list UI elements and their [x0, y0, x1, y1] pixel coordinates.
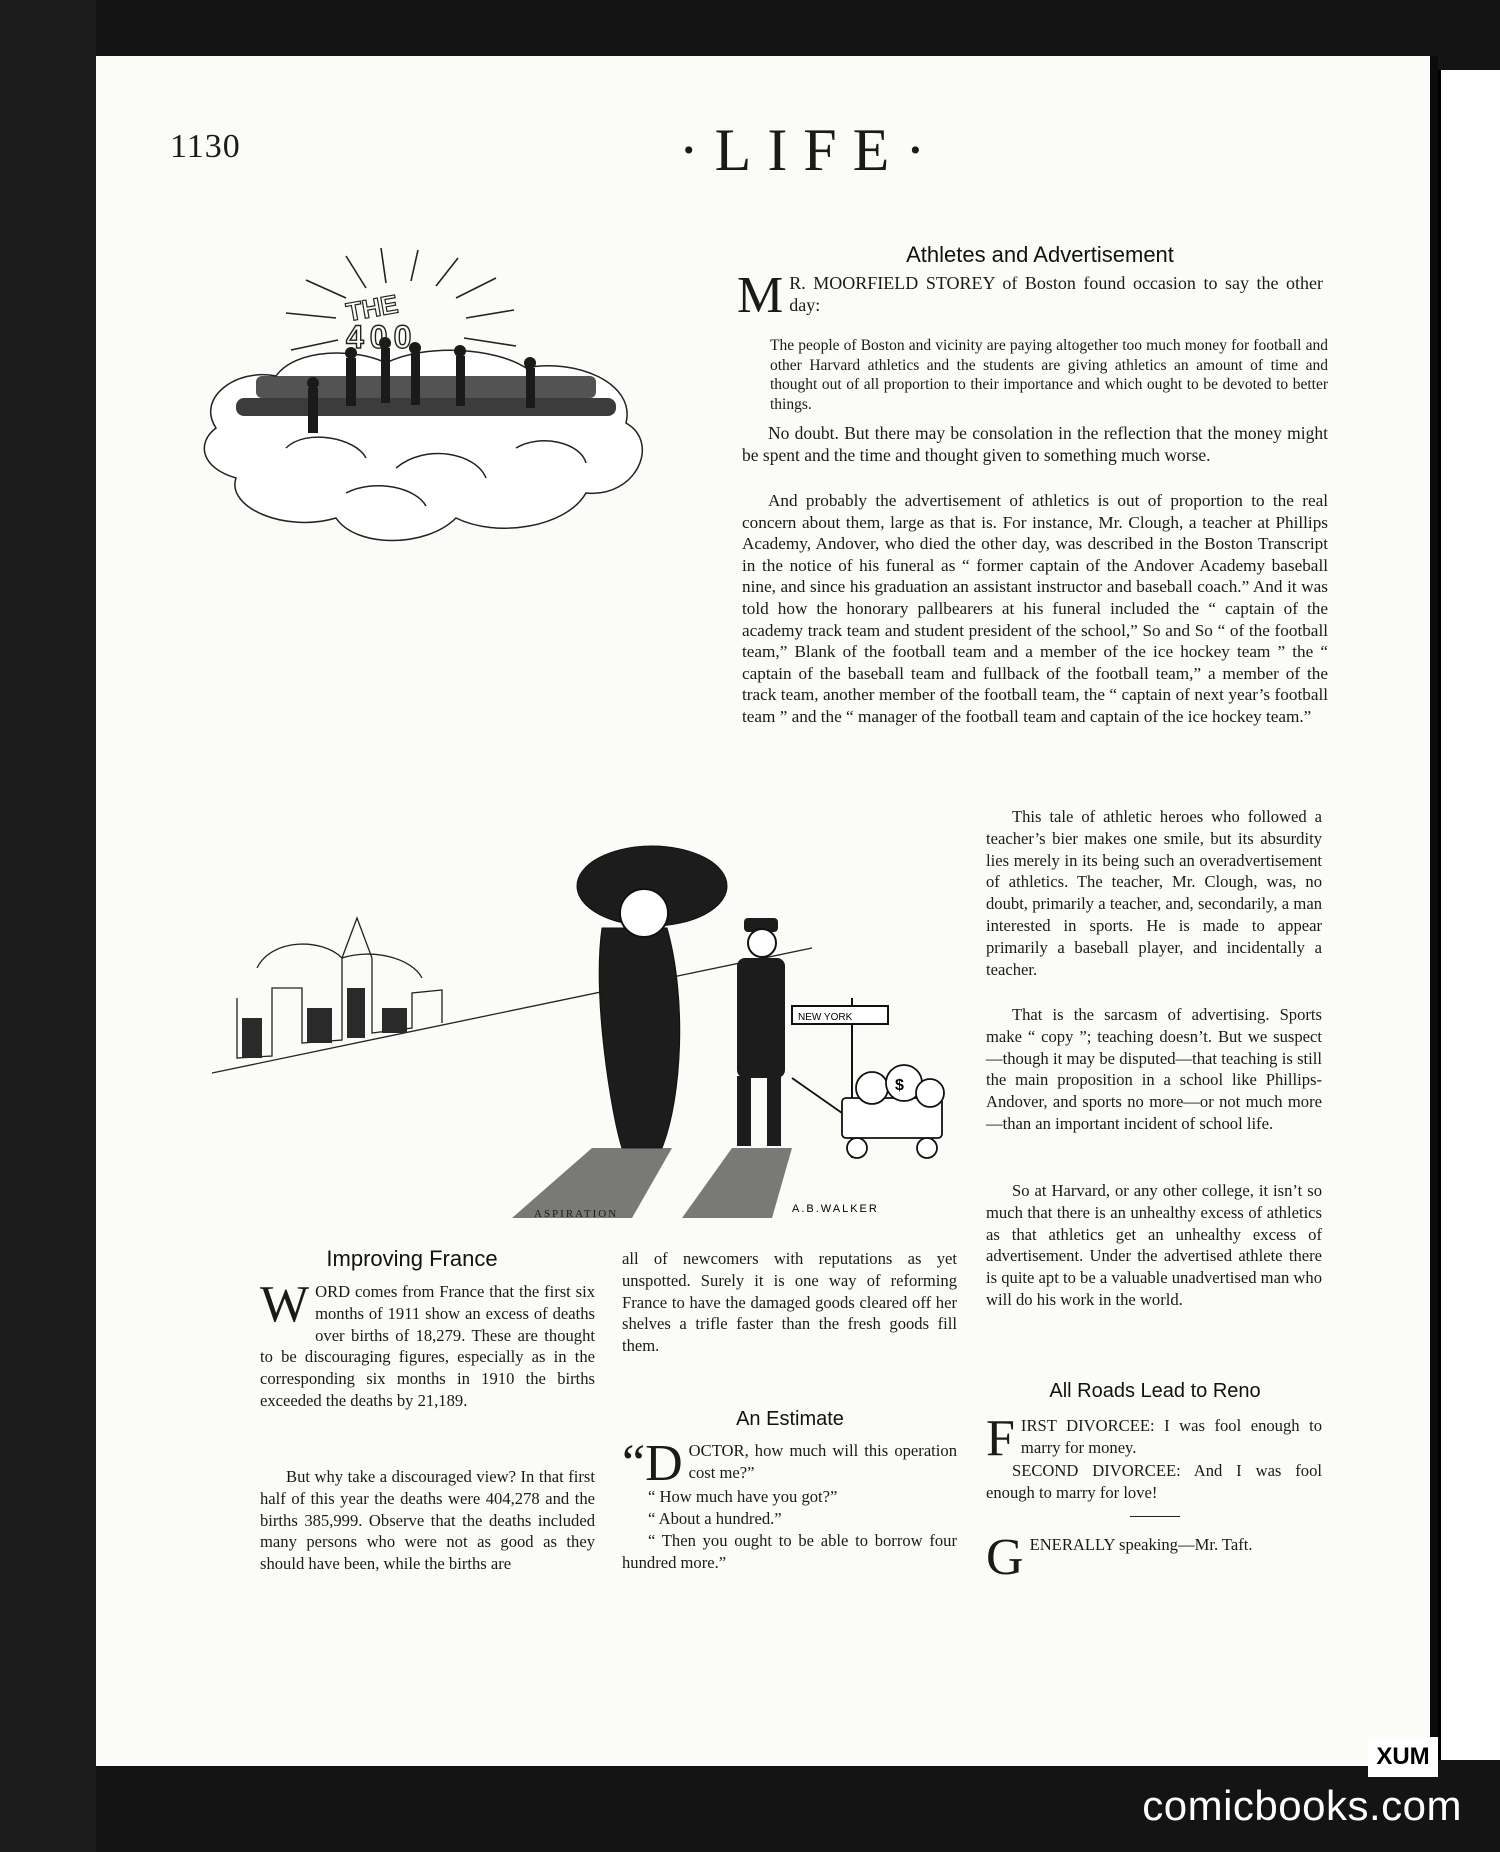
page-number: 1130: [170, 128, 241, 165]
france-paragraph-2: But why take a discouraged view? In that first half of this year the deaths were 404,278 and the births 385,999. Observe that the deaths included many persons who were not as good as they should have been, while the births are: [260, 1467, 595, 1574]
estimate-line-1: “DOCTOR, how much will this operation cost me?”: [622, 1435, 957, 1492]
signpost-label: NEW YORK: [798, 1012, 853, 1023]
scan-left-edge: [0, 0, 96, 1852]
cartoon-label-400: 400: [346, 319, 418, 355]
archive-tag: XUM: [1368, 1737, 1438, 1777]
estimate-drop-cap: “D: [622, 1435, 683, 1492]
estimate-line-3: “ About a hundred.”: [648, 1509, 782, 1528]
france-drop-cap: W: [260, 1276, 310, 1333]
svg-text:$: $: [895, 1077, 904, 1094]
aspiration-cartoon-illustration: [212, 818, 952, 1218]
reno-line-2: SECOND DIVORCEE: And I was fool enough to marry for love!: [986, 1461, 1322, 1502]
athletes-paragraph-1: No doubt. But there may be consolation in the reflection that the money might be spent and the time and thought given to something much worse.: [742, 423, 1328, 466]
france-paragraph-1: WORD comes from France that the first six months of 1911 show an excess of deaths over births of 18,279. These are thought to be discouraging figures, especially as in the corresponding six months in 1910 the births exceeded the deaths by 21,189.: [260, 1276, 595, 1410]
section-divider: [1130, 1516, 1180, 1517]
masthead-title: ·LIFE·: [678, 117, 942, 183]
estimate-line-2: “ How much have you got?”: [648, 1487, 838, 1506]
generally-drop-cap: G: [986, 1529, 1024, 1586]
athletes-paragraph-2: And probably the advertisement of athletics is out of proportion to the real concern about them, large as that is. For instance, Mr. Clough, a teacher at Phillips Academy, Andover, who died the other day, was described in the Boston Transcript in the notice of his funeral as “ former captain of the Andover Academy baseball nine, and since his graduation an assistant instructor and baseball coach.” And it was told how the honorary pallbearers at his funeral included the “ captain of the academy track team and student president of the school,” So and So “ of the football team,” Blank of the football team and a member of the ice hockey team ” the “ captain of the baseball team and fullback of the football team,” a member of the track team, another member of the football team, the “ captain of next year’s football team ” and the “ manager of the football team and captain of the ice hockey team.”: [742, 491, 1328, 726]
athletes-paragraph-4: That is the sarcasm of advertising. Sports make “ copy ”; teaching doesn’t. But we suspect—though it may be disputed—that teaching is still the main proposition in a school like Phillips-Andover, and sports no more—or not much more—than an important incident of school life.: [986, 1005, 1322, 1133]
reno-heading: All Roads Lead to Reno: [1049, 1380, 1261, 1402]
cartoon-signature: A.B.WALKER: [792, 1203, 879, 1215]
athletes-heading: Athletes and Advertisement: [906, 242, 1174, 267]
next-page-edge: [1438, 70, 1500, 1760]
france-heading: Improving France: [326, 1246, 498, 1271]
cartoon-400-cloud-illustration: [196, 248, 666, 558]
athletes-paragraph-5: So at Harvard, or any other college, it isn’t so much that there is an unhealthy excess of athletics as that athletics get an unhealthy excess of advertisement. Under the advertised athlete there is quite apt to be a valuable unadvertised man who will do his work in the world.: [986, 1181, 1322, 1309]
athletes-quote: The people of Boston and vicinity are paying altogether too much money for football and other Harvard athletics and the students are giving athletics an amount of time and thought out of all proportion to their importance and which ought to be devoted to better things.: [770, 337, 1328, 413]
france-paragraph-3: all of newcomers with reputations as yet unspotted. Surely it is one way of reforming France to have the damaged goods cleared off her shelves a trifle faster than the fresh goods fill them.: [622, 1249, 957, 1356]
watermark: comicbooks.com: [1142, 1782, 1462, 1829]
page-gutter: [1430, 56, 1438, 1768]
athletes-intro: M R. MOORFIELD STOREY of Boston found occasion to say the other day:: [737, 267, 1323, 324]
generally-line: GENERALLY speaking—Mr. Taft.: [986, 1529, 1253, 1586]
estimate-line-4: “ Then you ought to be able to borrow four hundred more.”: [622, 1531, 957, 1572]
reno-line-1: FIRST DIVORCEE: I was fool enough to marry for money.: [986, 1410, 1322, 1467]
aspiration-caption: ASPIRATION: [534, 1208, 619, 1220]
reno-drop-cap: F: [986, 1410, 1015, 1467]
cartoon-label-the: THE: [343, 288, 401, 328]
athletes-paragraph-3: This tale of athletic heroes who followed a teacher’s bier makes one smile, but its absurdity lies merely in its being such an overadvertisement of athletics. The teacher, Mr. Clough, was, no doubt, primarily a teacher, and, secondarily, a man interested in sports. He is made to appear primarily a baseball player, and incidentally a teacher.: [986, 807, 1322, 979]
athletes-drop-cap: M: [737, 267, 784, 324]
estimate-heading: An Estimate: [736, 1408, 844, 1430]
